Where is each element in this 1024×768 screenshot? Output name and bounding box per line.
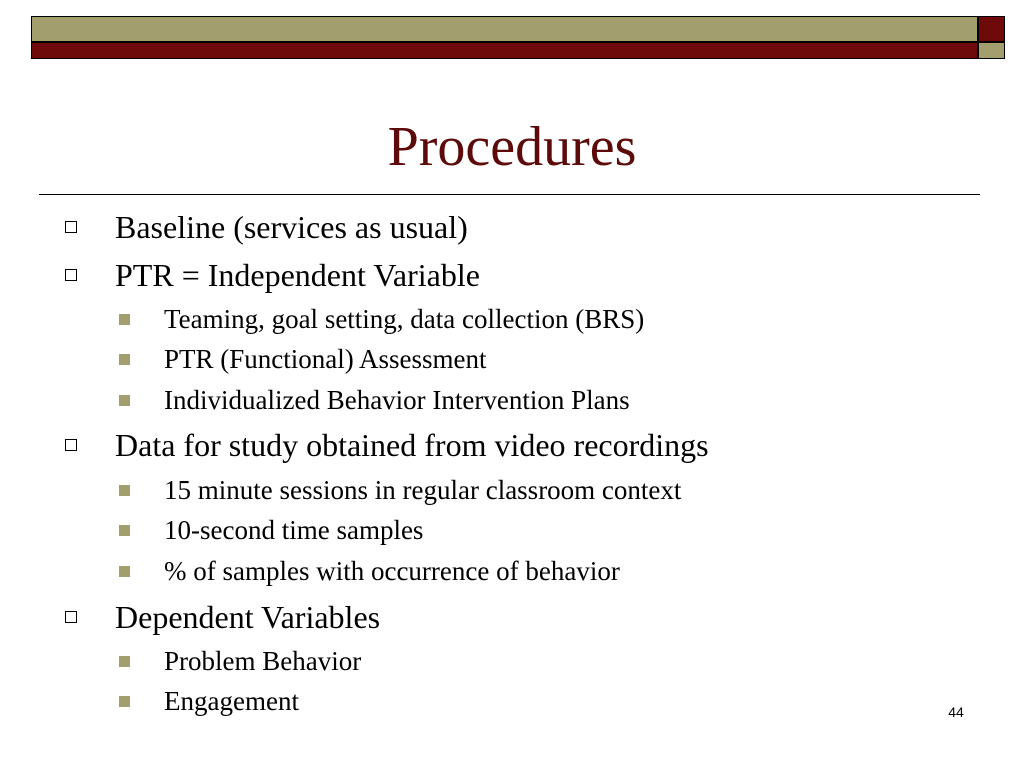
hollow-square-bullet-icon [65, 269, 77, 281]
filled-square-bullet-icon [119, 566, 130, 577]
bullet-item: Baseline (services as usual) [115, 209, 468, 245]
filled-square-bullet-icon [119, 314, 130, 325]
filled-square-bullet-icon [119, 354, 130, 365]
sub-bullet-item: 15 minute sessions in regular classroom context [164, 475, 682, 505]
sub-bullet-item: % of samples with occurrence of behavior [164, 556, 620, 586]
filled-square-bullet-icon [119, 696, 130, 707]
sub-bullet-item: PTR (Functional) Assessment [164, 344, 487, 374]
sub-bullet-item: Problem Behavior [164, 646, 362, 676]
slide-title: Procedures [387, 116, 637, 178]
filled-square-bullet-icon [119, 656, 130, 667]
hollow-square-bullet-icon [65, 611, 77, 623]
sub-bullet-item: Engagement [164, 686, 299, 716]
bullet-item: PTR = Independent Variable [115, 257, 480, 293]
filled-square-bullet-icon [119, 395, 130, 406]
hollow-square-bullet-icon [65, 221, 77, 233]
hollow-square-bullet-icon [65, 439, 77, 451]
filled-square-bullet-icon [119, 485, 130, 496]
sub-bullet-item: Individualized Behavior Intervention Plans [164, 385, 630, 415]
page-number: 44 [948, 704, 964, 720]
sub-bullet-item: 10-second time samples [164, 515, 424, 545]
sub-bullet-item: Teaming, goal setting, data collection (BRS) [164, 304, 645, 334]
bullet-item: Dependent Variables [115, 599, 381, 635]
filled-square-bullet-icon [119, 525, 130, 536]
bullet-item: Data for study obtained from video recordings [115, 427, 709, 463]
